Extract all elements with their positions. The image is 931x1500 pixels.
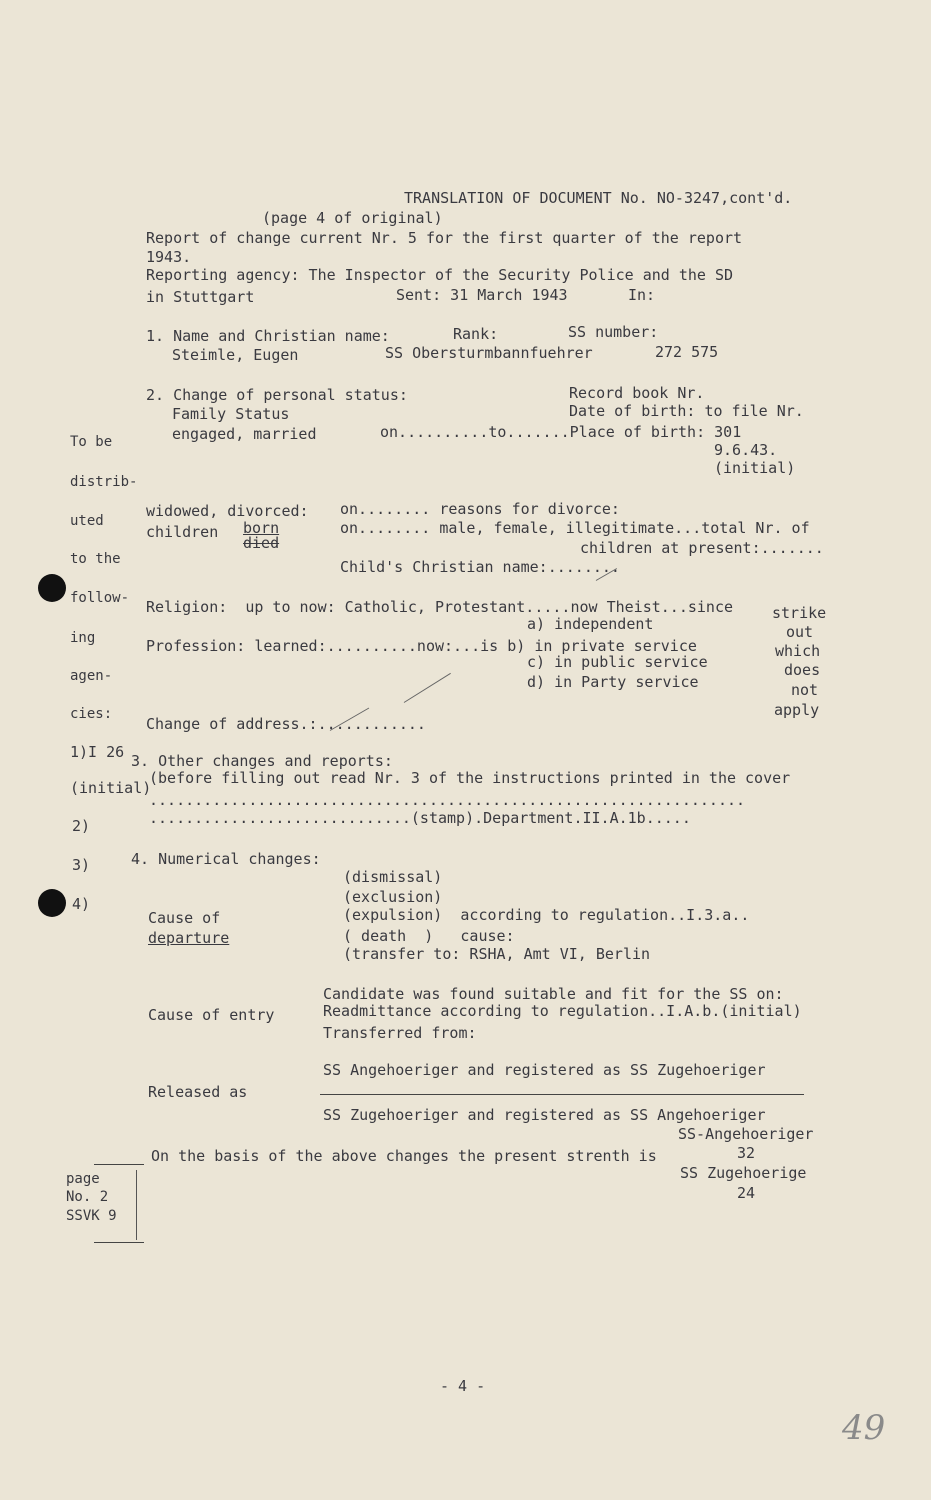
person-rank: SS Obersturmbannfuehrer [385,344,593,362]
cause-departure: Cause of [148,909,221,927]
pencil-mark [404,673,451,703]
death: ( death ) cause: [343,927,515,945]
dotted-line: .................................................................. [149,791,746,809]
released-option: SS Angehoeriger and registered as SS Zugehoeriger [323,1061,766,1079]
distribution-1: 1)I 26 [70,743,125,761]
profession: Profession: learned:..........now:...is b) in private service [146,637,697,655]
religion: Religion: up to now: Catholic, Protestant.....now Theist...since [146,598,733,616]
strike-word: does [784,661,821,679]
divider [320,1094,804,1095]
family-status: Family Status [172,405,290,423]
entry-line: Transferred from: [323,1024,477,1042]
strike-word: strike [772,604,827,622]
exclusion: (exclusion) [343,888,443,906]
footer-page: page [66,1171,100,1187]
margin-word: agen- [70,668,113,684]
intro-line: in Stuttgart [146,288,255,306]
strike-word: out [786,623,814,641]
divorce-reasons: on........ reasons for divorce: [340,500,620,518]
margin-word: cies: [70,706,113,722]
entry-line: Readmittance according to regulation..I.A.b.(initial) [323,1002,802,1020]
margin-word: ing [70,630,96,646]
count-zugehoerige: 24 [737,1184,756,1202]
margin-word: follow- [70,590,130,606]
footer-rule [94,1164,144,1165]
person-name: Steimle, Eugen [172,346,299,364]
initial-note: (initial) [714,459,796,477]
change-of-address: Change of address.:............ [146,715,426,733]
status-label: 2. Change of personal status: [146,386,408,404]
strike-word: which [775,642,821,660]
released-label: Released as [148,1083,248,1101]
died-label: died [243,534,280,552]
margin-word: uted [70,513,104,529]
strike-word: apply [774,701,820,719]
entry-date: 9.6.43. [714,441,778,459]
transfer: (transfer to: RSHA, Amt VI, Berlin [343,945,651,963]
expulsion: (expulsion) according to regulation..I.3.a.. [343,906,750,924]
stamp-line: .............................(stamp).Department.II.A.1b..... [149,809,691,827]
children-present: children at present:....... [580,539,824,557]
zugehoerige-label: SS Zugehoerige [680,1164,807,1182]
strength-line: On the basis of the above changes the present strenth is [151,1147,657,1165]
distribution-3: 3) [72,856,91,874]
punch-hole [38,889,66,917]
in-label: In: [628,286,656,304]
widowed-divorced: widowed, divorced: [146,502,309,520]
name-label: 1. Name and Christian name: [146,327,390,345]
intro-line: 1943. [146,248,192,266]
option-a: a) independent [527,615,654,633]
angehoeriger-label: SS-Angehoeriger [678,1125,814,1143]
dismissal: (dismissal) [343,868,443,886]
option-d: d) in Party service [527,673,699,691]
margin-word: to the [70,551,121,567]
count-angehoeriger: 32 [737,1144,756,1162]
page-reference: (page 4 of original) [262,209,443,227]
entry-line: Candidate was found suitable and fit for the SS on: [323,985,784,1003]
numerical-changes-label: 4. Numerical changes: [131,850,321,868]
footer-rule [94,1242,144,1243]
place-of-birth: on..........to.......Place of birth: 301 [380,423,742,441]
punch-hole [38,574,66,602]
children-details: on........ male, female, illegitimate...total Nr. of [340,519,810,537]
instructions-line: (before filling out read Nr. 3 of the instructions printed in the cover [149,769,791,787]
children-label: children [146,523,219,541]
departure-label: departure [148,929,230,947]
cause-entry: Cause of entry [148,1006,275,1024]
distribution-2: 2) [72,817,91,835]
sent-date: Sent: 31 March 1943 [396,286,568,304]
option-c: c) in public service [527,653,708,671]
engaged-married: engaged, married [172,425,317,443]
intro-line: Reporting agency: The Inspector of the Security Police and the SD [146,266,733,284]
margin-word: distrib- [70,474,138,490]
distribution-4: 4) [72,895,91,913]
ss-number-label: SS number: [568,323,659,341]
strike-word: not [791,681,819,699]
intro-line: Report of change current Nr. 5 for the first quarter of the report [146,229,743,247]
distribution-initial: (initial) [70,779,152,797]
born-label: born [243,519,280,537]
released-option: SS Zugehoeriger and registered as SS Angehoeriger [323,1106,766,1124]
margin-word: To be [70,434,113,450]
document-title: TRANSLATION OF DOCUMENT No. NO-3247,cont'd. [404,189,793,207]
rank-label: Rank: [453,325,499,343]
date-of-birth: Date of birth: to file Nr. [569,402,804,420]
ss-number: 272 575 [655,343,719,361]
handwritten-page-number: 49 [842,1408,886,1448]
page-number: - 4 - [440,1377,486,1395]
record-book: Record book Nr. [569,384,705,402]
footer-vertical [136,1170,137,1240]
footer-ssvk: SSVK 9 [66,1208,117,1224]
footer-no: No. 2 [66,1189,109,1205]
other-changes-label: 3. Other changes and reports: [131,752,393,770]
child-name: Child's Christian name:........ [340,558,620,576]
